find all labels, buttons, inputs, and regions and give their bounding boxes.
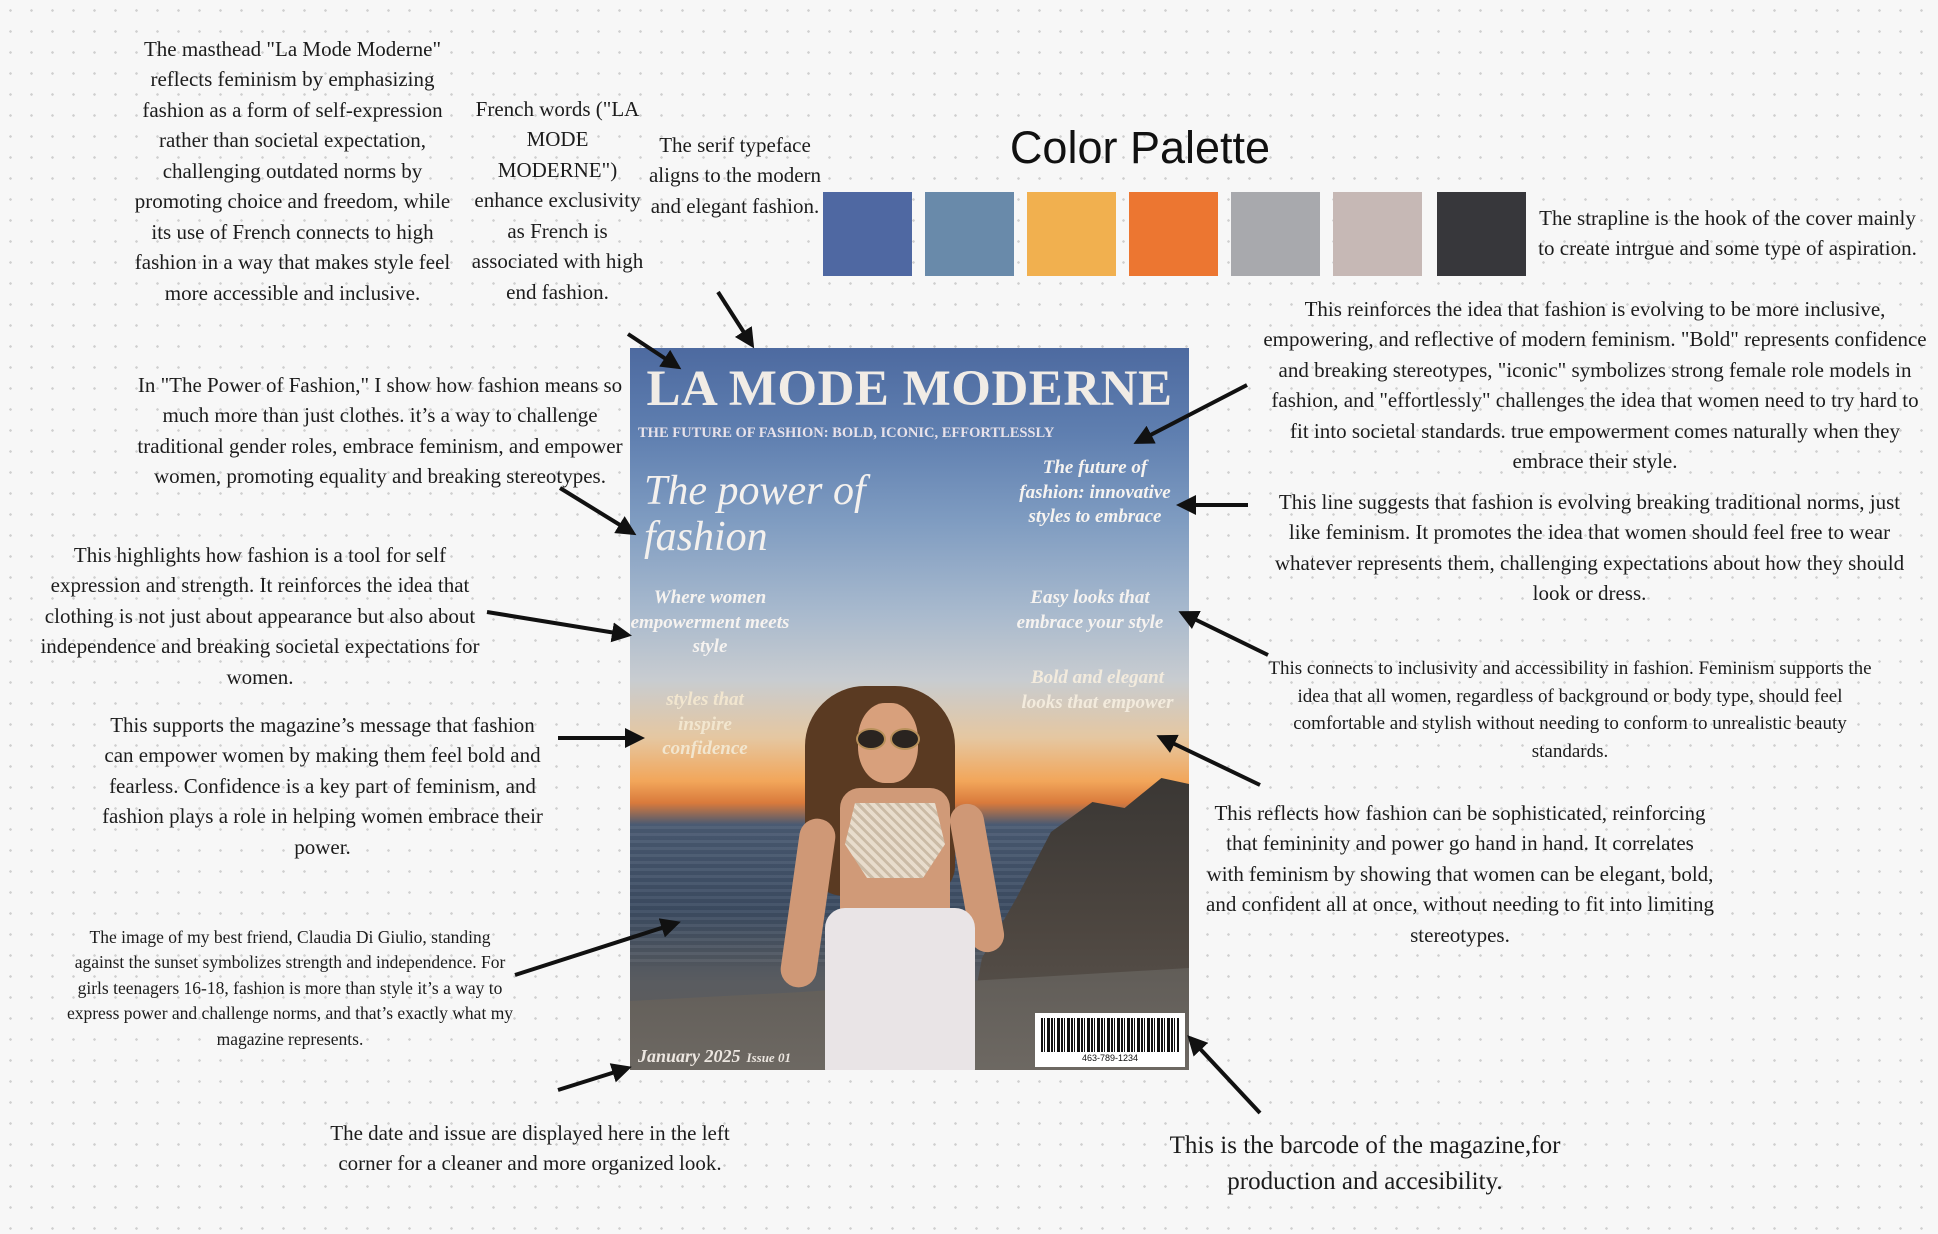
note-self-expression: This highlights how fashion is a tool for self expression and strength. It reinforces the idea that clothing is not just about appearance but also about independence and breaking societal expectations for women.: [40, 543, 480, 689]
note-date-issue: The date and issue are displayed here in the left corner for a cleaner and more organized look.: [330, 1121, 730, 1176]
arrow-barcode: [1190, 1038, 1260, 1113]
cover-line-easy-looks: Easy looks that embrace your style: [1016, 587, 1164, 633]
note-power-of-fashion: In "The Power of Fashion," I show how fashion means so much more than just clothes. it’s a way to challenge traditional gender roles, embrace feminism, and empower women, promoting equality and breaking stereotypes.: [137, 373, 623, 489]
note-masthead: The masthead "La Mode Moderne" reflects feminism by emphasizing fashion as a form of self-expression rather than societal expectation, challenging outdated norms by promoting choice and freedom, while its use of French connects to high fashion in a way that makes style feel more accessible and inclusive.: [134, 37, 451, 305]
note-evolving: This line suggests that fashion is evolving breaking traditional norms, just like feminism. It promotes the idea that women should feel free to wear whatever represents them, challenging expectations about how they should look or dress.: [1274, 490, 1905, 606]
palette-swatch-taupe: [1333, 192, 1422, 276]
cover-masthead: LA MODE MODERNE: [646, 361, 1173, 417]
arrow-power-of-fashion: [560, 488, 633, 533]
arrow-self-expression: [487, 612, 628, 635]
note-serif-typeface: The serif typeface aligns to the modern and elegant fashion.: [648, 133, 822, 218]
barcode-number: 463-789-1234: [1081, 1053, 1139, 1063]
cover-line-styles-inspire: styles that inspire confidence: [662, 689, 748, 760]
sunglasses-icon: [856, 728, 920, 748]
barcode-icon: [1041, 1018, 1179, 1052]
cover-date-issue: [638, 1046, 791, 1067]
cover-date: January 2025: [638, 1046, 741, 1066]
note-strapline: The strapline is the hook of the cover mainly to create intrgue and some type of aspiration.: [1538, 206, 1917, 261]
barcode: [1035, 1013, 1185, 1067]
cover-headline: The power of fashion: [644, 468, 866, 561]
note-barcode: This is the barcode of the magazine,for production and accesibility.: [1169, 1132, 1561, 1196]
note-inclusive: This reinforces the idea that fashion is evolving to be more inclusive, empowering, and reflective of modern feminism. "Bold" represents confidence and breaking stereotypes, "iconic" symbolizes strong female role models in fashion, and "effortlessly" challenges the idea that women need to try hard to fit into societal standards. true empowerment comes naturally when they embrace their style.: [1263, 297, 1927, 474]
palette-swatch-amber: [1027, 192, 1116, 276]
cover-line-bold-elegant: Bold and elegant looks that empower: [1021, 667, 1174, 713]
arrow-date-issue: [558, 1068, 628, 1090]
model-crochet-top: [845, 803, 945, 878]
cover-strapline: THE FUTURE OF FASHION: BOLD, ICONIC, EFFORTLESSLY: [638, 425, 1055, 441]
cover-issue: Issue 01: [746, 1050, 791, 1065]
palette-swatch-orange: [1129, 192, 1218, 276]
model-pants: [825, 908, 975, 1070]
magazine-cover: [630, 348, 1189, 1070]
arrow-serif-typeface: [718, 292, 752, 345]
note-image: The image of my best friend, Claudia Di Giulio, standing against the sunset symbolizes strength and independence. For girls teenagers 16-18, fashion is more than style it’s a way to express power and challenge norms, and that’s exactly what my magazine represents.: [66, 927, 514, 1049]
palette-swatch-blue: [823, 192, 912, 276]
palette-swatch-grey: [1231, 192, 1320, 276]
cover-line-women-empowerment: Where women empowerment meets style: [630, 587, 790, 658]
cover-line-future-of-fashion: The future of fashion: innovative styles to embrace: [1019, 457, 1171, 528]
palette-swatch-charcoal: [1437, 192, 1526, 276]
note-confidence: This supports the magazine’s message that fashion can empower women by making them feel bold and fearless. Confidence is a key part of feminism, and fashion plays a role in helping women embrace their power.: [102, 713, 543, 859]
note-accessibility: This connects to inclusivity and accessibility in fashion. Feminism supports the idea that all women, regardless of background or body type, should feel comfortable and stylish without needing to conform to unrealistic beauty standards.: [1268, 658, 1872, 762]
palette-title: Color Palette: [1009, 122, 1271, 173]
note-french-words: French words ("LA MODE MODERNE") enhance exclusivity as French is associated with high end fashion.: [471, 97, 644, 304]
note-sophisticated: This reflects how fashion can be sophisticated, reinforcing that femininity and power go hand in hand. It correlates with feminism by showing that women can be elegant, bold, and confident all at once, without needing to fit into limiting stereotypes.: [1206, 801, 1714, 947]
arrow-accessibility: [1182, 613, 1268, 655]
palette-swatch-steel-blue: [925, 192, 1014, 276]
